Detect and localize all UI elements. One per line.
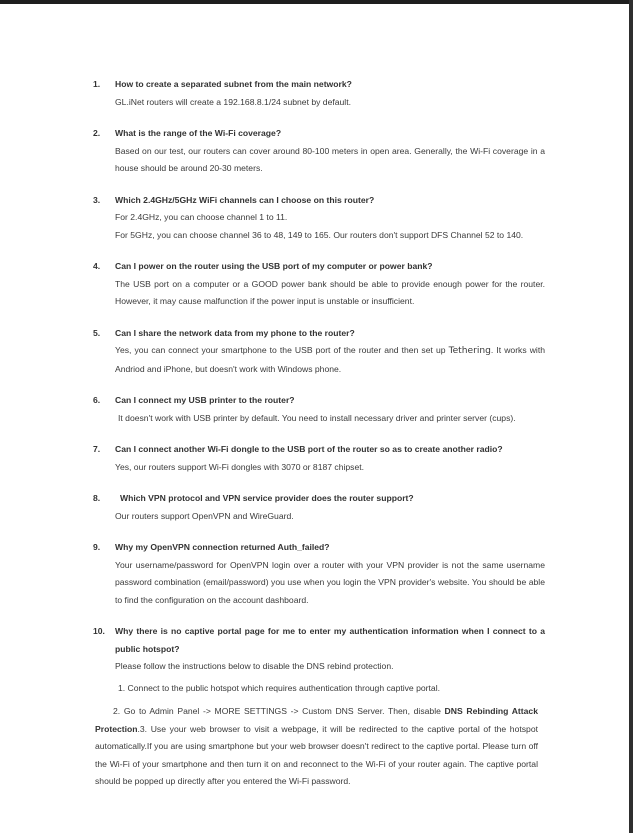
faq-item-body: [115, 325, 545, 379]
faq-answer-paragraph: [115, 680, 545, 698]
text-run: Please follow the instructions below to disable the DNS rebind protection.: [115, 661, 394, 671]
faq-item-body: [115, 192, 545, 245]
faq-item-body: [115, 441, 545, 476]
faq-question: Can I share the network data from my phone to the router?: [115, 327, 355, 338]
faq-item-body: [115, 490, 545, 525]
faq-answers: [115, 508, 545, 526]
faq-answers: [115, 94, 545, 112]
faq-question: Can I power on the router using the USB port of my computer or power bank?: [115, 261, 433, 271]
faq-question: How to create a separated subnet from the main network?: [115, 79, 352, 89]
page-right-border: [629, 0, 633, 833]
faq-item-number: 10.: [93, 626, 105, 636]
faq-item-number: 2.: [93, 128, 101, 138]
faq-answer-paragraph: [115, 658, 545, 676]
faq-item-number: 4.: [93, 261, 101, 271]
faq-item-number: 8.: [93, 493, 101, 503]
text-run: Your username/password for OpenVPN login over a router with your VPN provider is not the same username password combination (email/password) you use when you login the VPN provider's website. You should be able to find the configuration on the account dashboard.: [115, 559, 545, 605]
faq-answers: [115, 209, 545, 244]
faq-list: [93, 76, 545, 805]
faq-item: [93, 441, 545, 476]
faq-item-number: 5.: [93, 327, 101, 338]
faq-answers: [115, 342, 545, 378]
page-top-border: [0, 0, 633, 4]
faq-question: Why there is no captive portal page for me to enter my authentication information when I connect to a public hotspot?: [115, 626, 545, 654]
text-run: Our routers support OpenVPN and WireGuard.: [115, 510, 294, 521]
faq-item: [93, 623, 545, 791]
faq-answers: [115, 410, 545, 428]
faq-question: What is the range of the Wi-Fi coverage?: [115, 128, 282, 138]
faq-answer-paragraph: [115, 459, 545, 477]
text-run: .3. Use your web browser to visit a webpage, it will be redirected to the captive portal of the hotspot automatically.If you are using smartphone but your web browser doesn't redirect to the captive portal. Please turn off the Wi-Fi of your smartphone and then turn it on and reconnect to the Wi-Fi of your router again. The captive portal should be popped up directly after you entered the Wi-Fi password.: [95, 723, 538, 786]
faq-answer-paragraph: [115, 276, 545, 311]
faq-answer-paragraph: [115, 94, 545, 112]
text-run: Yes, our routers support Wi-Fi dongles with 3070 or 8187 chipset.: [115, 461, 365, 472]
faq-question: Can I connect another Wi-Fi dongle to the USB port of the router so as to create another radio?: [115, 444, 503, 454]
faq-item-number: 9.: [93, 542, 101, 552]
faq-item: [93, 125, 545, 178]
bold-text-run: DNS Rebinding Attack Protection: [95, 706, 538, 734]
faq-answers: [115, 459, 545, 477]
faq-answers: [115, 276, 545, 311]
faq-answer-paragraph: [115, 209, 545, 227]
faq-item-number: 1.: [93, 79, 101, 89]
text-run: . It works with Andriod and iPhone, but doesn't work with Windows phone.: [115, 345, 545, 374]
faq-item-body: [115, 258, 545, 311]
faq-item: [93, 76, 545, 111]
text-run: 2. Go to Admin Panel -> MORE SETTINGS -> Custom DNS Server. Then, disable: [113, 706, 445, 716]
faq-answers: [115, 143, 545, 178]
faq-answers: [115, 557, 545, 610]
faq-answer-paragraph: [115, 342, 545, 378]
faq-question: Which VPN protocol and VPN service provider does the router support?: [120, 493, 414, 503]
faq-answer-paragraph: [95, 703, 538, 791]
faq-item-number: 7.: [93, 444, 101, 454]
faq-item-body: [115, 125, 545, 178]
faq-item-number: 3.: [93, 194, 101, 205]
text-run: For 5GHz, you can choose channel 36 to 48, 149 to 165. Our routers don't support DFS Channel 52 to 140.: [115, 229, 524, 240]
faq-question: Can I connect my USB printer to the router?: [115, 395, 295, 405]
faq-item-body: [115, 392, 545, 427]
text-run: GL.iNet routers will create a 192.168.8.1/24 subnet by default.: [115, 96, 351, 107]
faq-item-body: [115, 539, 545, 609]
text-run: It doesn't work with USB printer by default. You need to install necessary driver and printer server (cups).: [118, 412, 516, 423]
faq-item: [93, 392, 545, 427]
faq-item: [93, 192, 545, 245]
faq-item-body: [115, 76, 545, 111]
alt-font-text-run: Tethering: [448, 346, 491, 356]
faq-item-number: 6.: [93, 395, 101, 405]
text-run: 1. Connect to the public hotspot which requires authentication through captive portal.: [118, 682, 440, 693]
faq-item: [93, 539, 545, 609]
text-run: The USB port on a computer or a GOOD power bank should be able to provide enough power for the router. However, it may cause malfunction if the power input is unstable or insufficient.: [115, 278, 545, 306]
faq-answer-paragraph: [115, 508, 545, 526]
faq-question: Why my OpenVPN connection returned Auth_failed?: [115, 542, 330, 552]
faq-item: [93, 325, 545, 379]
text-run: Yes, you can connect your smartphone to the USB port of the router and then set up: [115, 345, 449, 355]
text-run: Based on our test, our routers can cover around 80-100 meters in open area. Generally, the Wi-Fi coverage in a house should be around 20-30 meters.: [115, 145, 545, 173]
faq-answers: [95, 658, 545, 791]
faq-answer-paragraph: [115, 143, 545, 178]
faq-answer-paragraph: [115, 410, 545, 428]
faq-answer-paragraph: [115, 557, 545, 610]
faq-question: Which 2.4GHz/5GHz WiFi channels can I choose on this router?: [115, 194, 375, 205]
faq-item: [93, 490, 545, 525]
faq-answer-paragraph: [115, 227, 545, 245]
text-run: For 2.4GHz, you can choose channel 1 to 11.: [115, 212, 288, 222]
faq-item: [93, 258, 545, 311]
